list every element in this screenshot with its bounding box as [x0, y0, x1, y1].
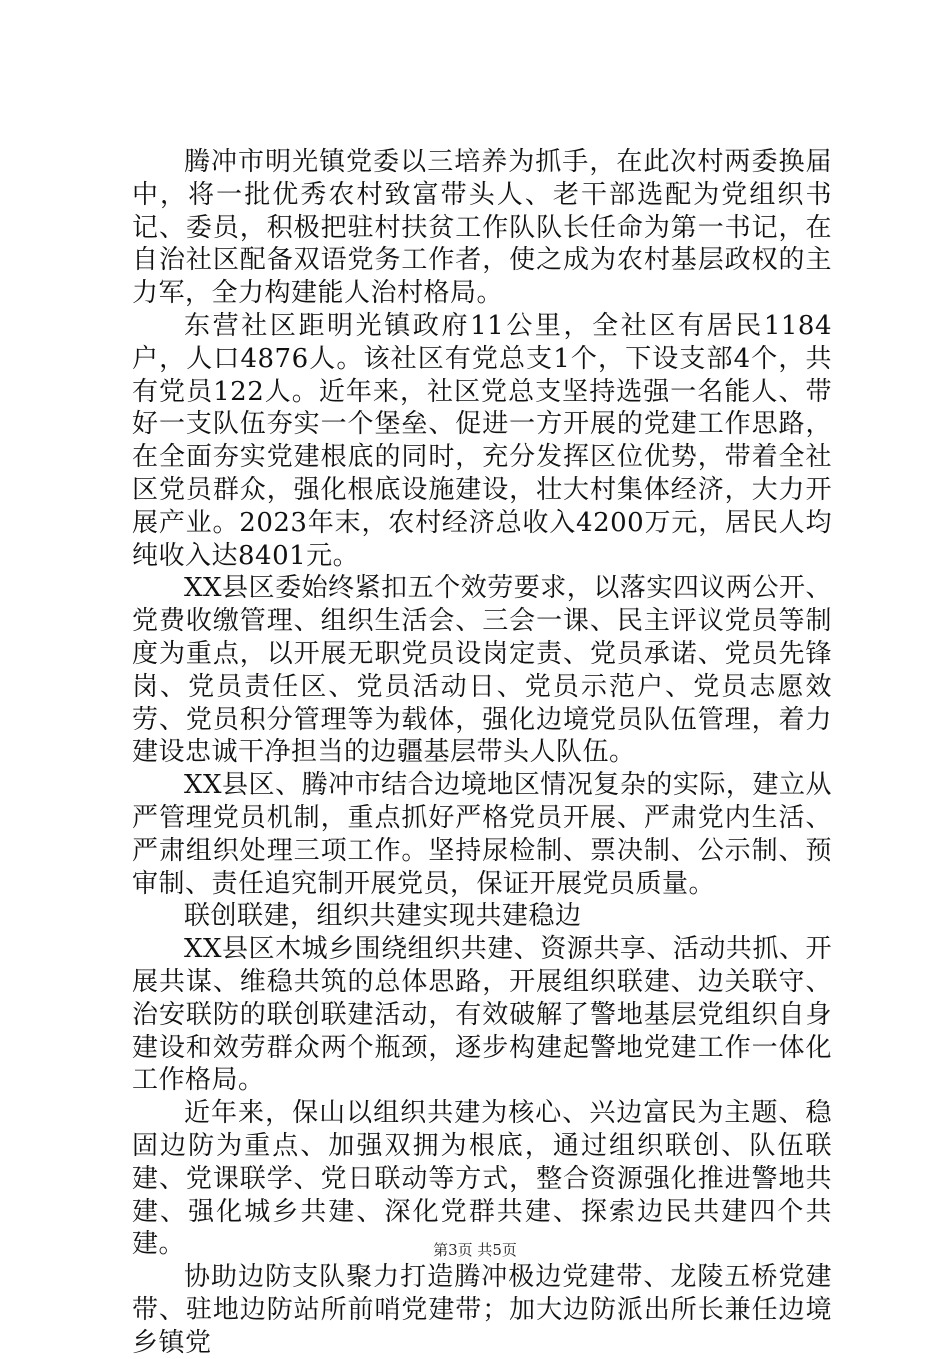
- page-footer: 第3页 共5页: [433, 1241, 517, 1259]
- section-heading: 联创联建，组织共建实现共建稳边: [184, 901, 582, 932]
- paragraph-2: 东营社区距明光镇政府11公里，全社区有居民1184户，人口4876人。该社区有党总支1个，下设支部4个，共有党员122人。近年来，社区党总支坚持选强一名能人、带好一支队伍夯实一个堡垒、促进一方开展的党建工作思路，在全面夯实党建根底的同时，充分发挥区位优势，带着全社区党员群众，强化根底设施建设，壮大村集体经济，大力开展产业。2023年末，农村经济总收入4200万元，居民人均纯收入达8401元。: [132, 310, 832, 571]
- paragraph-4: XX县区、腾冲市结合边境地区情况复杂的实际，建立从严管理党员机制，重点抓好严格党员开展、严肃党内生活、严肃组织处理三项工作。坚持尿检制、票决制、公示制、预审制、责任追究制开展党员，保证开展党员质量。: [132, 770, 832, 899]
- paragraph-6: 近年来，保山以组织共建为核心、兴边富民为主题、稳固边防为重点、加强双拥为根底，通过组织联创、队伍联建、党课联学、党日联动等方式，整合资源强化推进警地共建、强化城乡共建、深化党群共建、探索边民共建四个共建。: [132, 1098, 832, 1260]
- paragraph-1: 腾冲市明光镇党委以三培养为抓手，在此次村两委换届中，将一批优秀农村致富带头人、老干部选配为党组织书记、委员，积极把驻村扶贫工作队队长任命为第一书记，在自治社区配备双语党务工作者，使之成为农村基层政权的主力军，全力构建能人治村格局。: [132, 147, 832, 309]
- paragraph-7: 协助边防支队聚力打造腾冲极边党建带、龙陵五桥党建带、驻地边防站所前哨党建带；加大边防派出所长兼任边境乡镇党: [132, 1262, 832, 1358]
- document-body: [132, 146, 832, 1359]
- paragraph-5: XX县区木城乡围绕组织共建、资源共享、活动共抓、开展共谋、维稳共筑的总体思路，开展组织联建、边关联守、治安联防的联创联建活动，有效破解了警地基层党组织自身建设和效劳群众两个瓶颈，逐步构建起警地党建工作一体化工作格局。: [132, 934, 832, 1096]
- paragraph-3: XX县区委始终紧扣五个效劳要求，以落实四议两公开、党费收缴管理、组织生活会、三会一课、民主评议党员等制度为重点，以开展无职党员设岗定责、党员承诺、党员先锋岗、党员责任区、党员活动日、党员示范户、党员志愿效劳、党员积分管理等为载体，强化边境党员队伍管理，着力建设忠诚干净担当的边疆基层带头人队伍。: [132, 573, 832, 768]
